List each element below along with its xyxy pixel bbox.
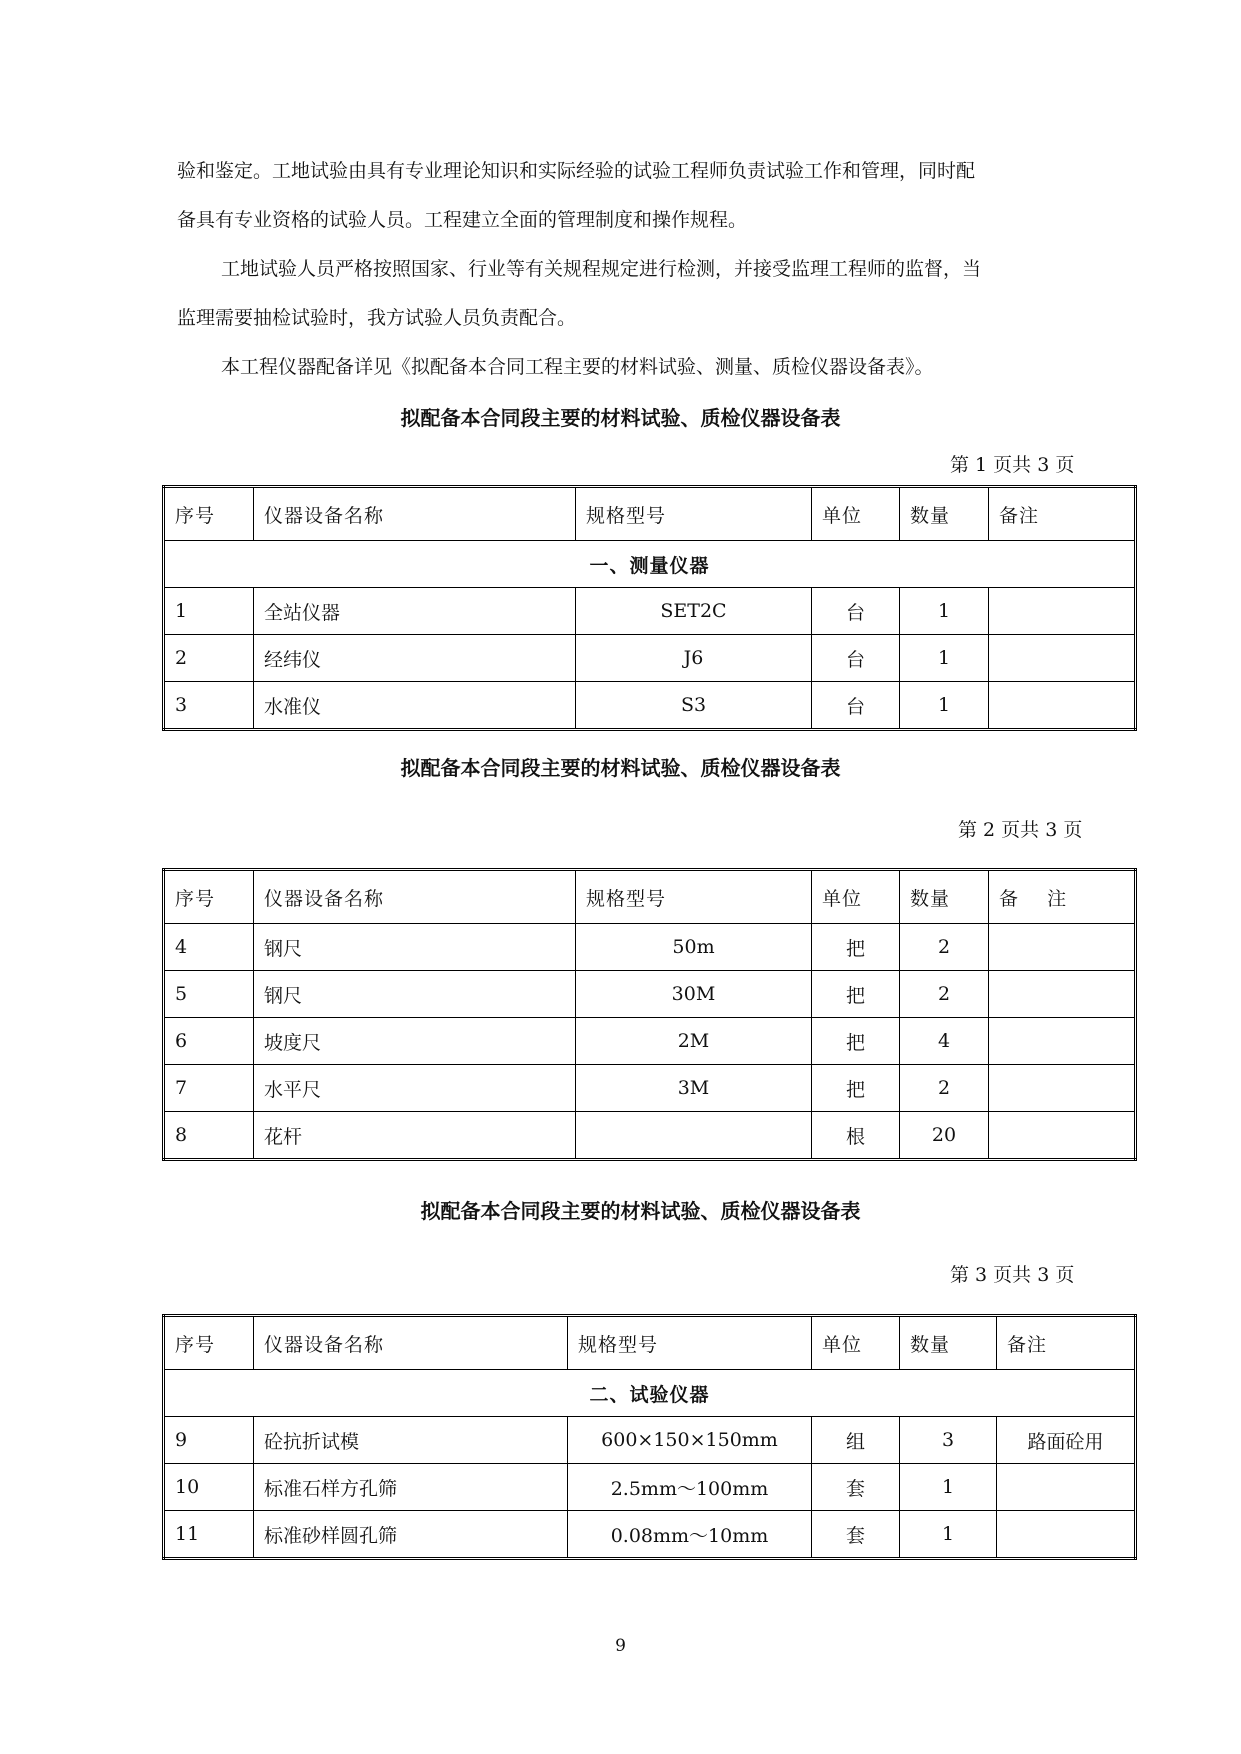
header-cell: 单位 (812, 487, 900, 541)
cell-qty: 1 (900, 682, 989, 730)
cell-name: 水平尺 (254, 1065, 576, 1112)
header-cell: 数量 (900, 1316, 997, 1370)
cell-index: 5 (164, 971, 254, 1018)
section-label: 二、试验仪器 (164, 1370, 1136, 1417)
table-1-page-label: 第 1 页共 3 页 (950, 454, 1075, 476)
table-row (164, 1511, 1136, 1559)
cell-qty: 3 (900, 1417, 997, 1464)
paragraph-line-1: 验和鉴定。工地试验由具有专业理论知识和实际经验的试验工程师负责试验工作和管理，同时配 (177, 160, 976, 182)
cell-remark (989, 971, 1136, 1018)
header-cell: 数量 (900, 870, 989, 924)
table-2-title: 拟配备本合同段主要的材料试验、质检仪器设备表 (400, 756, 841, 780)
cell-index: 4 (164, 924, 254, 971)
cell-qty: 1 (900, 635, 989, 682)
table-header-row (164, 487, 1136, 541)
table-row (164, 682, 1136, 730)
cell-qty: 1 (900, 1511, 997, 1559)
header-cell: 仪器设备名称 (254, 487, 576, 541)
table-row (164, 1464, 1136, 1511)
cell-spec (576, 1112, 812, 1160)
cell-remark (989, 682, 1136, 730)
header-cell: 序号 (164, 870, 254, 924)
cell-qty: 4 (900, 1018, 989, 1065)
cell-remark (989, 588, 1136, 635)
cell-remark (989, 924, 1136, 971)
cell-qty: 2 (900, 1065, 989, 1112)
cell-spec: 0.08mm～10mm (568, 1511, 812, 1559)
cell-name: 砼抗折试模 (254, 1417, 568, 1464)
cell-remark (997, 1511, 1136, 1559)
cell-remark (989, 1018, 1136, 1065)
cell-name: 全站仪器 (254, 588, 576, 635)
header-cell: 数量 (900, 487, 989, 541)
cell-index: 7 (164, 1065, 254, 1112)
cell-name: 钢尺 (254, 924, 576, 971)
cell-name: 坡度尺 (254, 1018, 576, 1065)
cell-spec: J6 (576, 635, 812, 682)
table-row (164, 1018, 1136, 1065)
cell-qty: 20 (900, 1112, 989, 1160)
page-number: 9 (615, 1636, 626, 1656)
header-cell: 序号 (164, 1316, 254, 1370)
header-cell: 单位 (812, 1316, 900, 1370)
cell-index: 9 (164, 1417, 254, 1464)
cell-unit: 套 (812, 1511, 900, 1559)
cell-index: 8 (164, 1112, 254, 1160)
table-3-page-label: 第 3 页共 3 页 (950, 1264, 1075, 1286)
cell-remark (989, 1112, 1136, 1160)
table-row (164, 1112, 1136, 1160)
header-cell: 单位 (812, 870, 900, 924)
header-cell: 备注 (989, 487, 1136, 541)
cell-unit: 根 (812, 1112, 900, 1160)
equipment-table-3 (162, 1314, 1137, 1560)
cell-spec: 2M (576, 1018, 812, 1065)
table-row (164, 635, 1136, 682)
cell-unit: 把 (812, 1018, 900, 1065)
cell-index: 10 (164, 1464, 254, 1511)
cell-qty: 2 (900, 971, 989, 1018)
cell-qty: 1 (900, 588, 989, 635)
cell-index: 1 (164, 588, 254, 635)
header-cell: 仪器设备名称 (254, 1316, 568, 1370)
cell-spec: 3M (576, 1065, 812, 1112)
cell-spec: 30M (576, 971, 812, 1018)
header-cell: 备注 (997, 1316, 1136, 1370)
table-3-title: 拟配备本合同段主要的材料试验、质检仪器设备表 (420, 1199, 861, 1223)
cell-spec: S3 (576, 682, 812, 730)
cell-name: 钢尺 (254, 971, 576, 1018)
cell-unit: 把 (812, 1065, 900, 1112)
cell-name: 标准砂样圆孔筛 (254, 1511, 568, 1559)
header-cell: 备 注 (989, 870, 1136, 924)
cell-spec: 50m (576, 924, 812, 971)
header-cell: 仪器设备名称 (254, 870, 576, 924)
cell-index: 6 (164, 1018, 254, 1065)
cell-name: 水准仪 (254, 682, 576, 730)
table-row (164, 1065, 1136, 1112)
table-row (164, 588, 1136, 635)
paragraph-line-5: 本工程仪器配备详见《拟配备本合同工程主要的材料试验、测量、质检仪器设备表》。 (221, 356, 934, 378)
equipment-table-2 (162, 868, 1137, 1161)
table-row (164, 971, 1136, 1018)
section-row (164, 1370, 1136, 1417)
section-row (164, 541, 1136, 588)
cell-name: 标准石样方孔筛 (254, 1464, 568, 1511)
cell-unit: 台 (812, 682, 900, 730)
cell-qty: 1 (900, 1464, 997, 1511)
cell-unit: 套 (812, 1464, 900, 1511)
equipment-table-1 (162, 485, 1137, 731)
cell-remark (997, 1464, 1136, 1511)
cell-remark (989, 635, 1136, 682)
paragraph-line-4: 监理需要抽检试验时，我方试验人员负责配合。 (177, 307, 577, 329)
table-header-row (164, 870, 1136, 924)
cell-spec: 2.5mm～100mm (568, 1464, 812, 1511)
section-label: 一、测量仪器 (164, 541, 1136, 588)
cell-index: 3 (164, 682, 254, 730)
header-cell: 规格型号 (576, 487, 812, 541)
paragraph-line-3: 工地试验人员严格按照国家、行业等有关规程规定进行检测，并接受监理工程师的监督，当 (221, 258, 982, 280)
cell-unit: 把 (812, 924, 900, 971)
header-cell: 规格型号 (576, 870, 812, 924)
paragraph-line-2: 备具有专业资格的试验人员。工程建立全面的管理制度和操作规程。 (177, 209, 748, 231)
cell-unit: 把 (812, 971, 900, 1018)
table-row (164, 924, 1136, 971)
cell-index: 2 (164, 635, 254, 682)
cell-unit: 台 (812, 588, 900, 635)
table-2-page-label: 第 2 页共 3 页 (958, 819, 1083, 841)
table-row (164, 1417, 1136, 1464)
cell-unit: 台 (812, 635, 900, 682)
cell-remark: 路面砼用 (997, 1417, 1136, 1464)
table-1-title: 拟配备本合同段主要的材料试验、质检仪器设备表 (400, 406, 841, 430)
cell-spec: SET2C (576, 588, 812, 635)
cell-remark (989, 1065, 1136, 1112)
table-header-row (164, 1316, 1136, 1370)
cell-spec: 600×150×150mm (568, 1417, 812, 1464)
header-cell: 规格型号 (568, 1316, 812, 1370)
cell-qty: 2 (900, 924, 989, 971)
cell-name: 经纬仪 (254, 635, 576, 682)
cell-unit: 组 (812, 1417, 900, 1464)
header-cell: 序号 (164, 487, 254, 541)
cell-index: 11 (164, 1511, 254, 1559)
cell-name: 花杆 (254, 1112, 576, 1160)
